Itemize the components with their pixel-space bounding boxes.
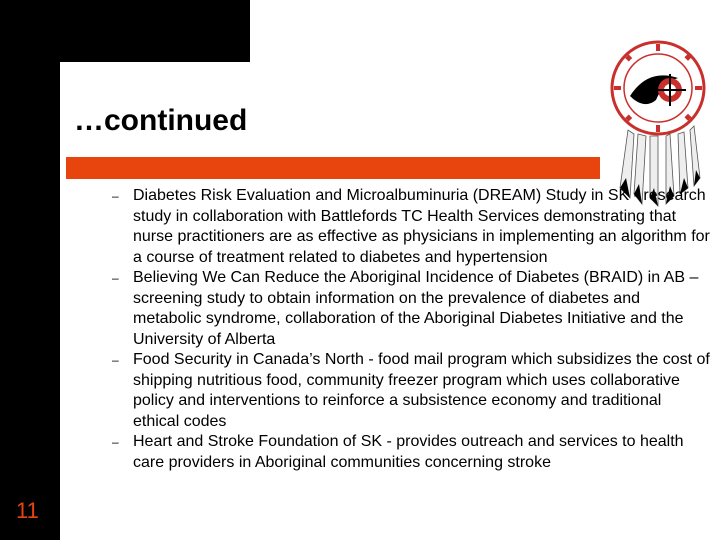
bullet-dash: –	[112, 353, 119, 367]
left-dark-panel	[0, 0, 60, 540]
bullet-text: Heart and Stroke Foundation of SK - provides outreach and services to health care providers in Aboriginal communities concerning stroke	[133, 433, 684, 471]
bullet-dash: –	[112, 435, 119, 449]
assembly-of-first-nations-seal-icon	[608, 38, 708, 208]
bullet-dash: –	[112, 189, 119, 203]
bullet-list	[106, 186, 710, 473]
bullet-text: Diabetes Risk Evaluation and Microalbuminuria (DREAM) Study in SK - research study in collaboration with Battlefords TC Health Services demonstrating that nurse practitioners are as effective as physicians in implementing an algorithm for a course of treatment related to diabetes and hypertension	[133, 187, 710, 266]
bullet-dash: –	[112, 271, 119, 285]
list-item	[106, 268, 710, 350]
bullet-text: Food Security in Canada’s North - food mail program which subsidizes the cost of shipping nutritious food, community freezer program which uses collaborative policy and interventions to reinforce a subsistence economy and traditional ethical codes	[133, 351, 710, 430]
bullet-text: Believing We Can Reduce the Aboriginal Incidence of Diabetes (BRAID) in AB – screening study to obtain information on the prevalence of diabetes and metabolic syndrome, collaboration of the Aboriginal Diabetes Initiative and the University of Alberta	[133, 269, 699, 348]
page-number: 11	[16, 498, 39, 523]
slide-title: …continued	[74, 104, 248, 137]
list-item	[106, 350, 710, 432]
list-item	[106, 186, 710, 268]
title-underline-bar	[66, 157, 600, 179]
top-dark-panel	[0, 0, 250, 62]
list-item	[106, 432, 710, 473]
